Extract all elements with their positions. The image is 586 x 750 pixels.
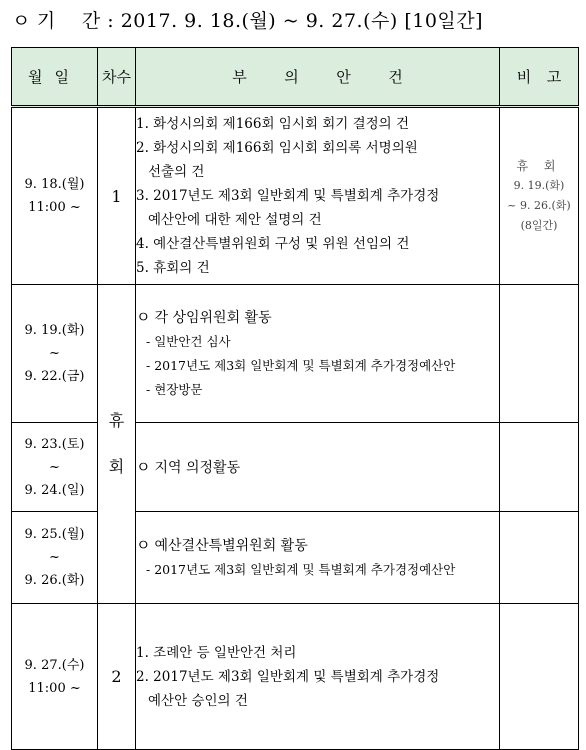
header-agenda (136, 48, 500, 107)
note-line: (8일간) (520, 219, 558, 232)
period-label: 기 간 (36, 10, 101, 32)
header-round: 차수 (98, 48, 136, 107)
agenda-item: 1. 조례안 등 일반안건 처리 (136, 644, 297, 661)
agenda-cell (136, 107, 500, 285)
table-row (12, 512, 579, 604)
activity-bullet: ㅇ (136, 457, 151, 476)
date-line: 9. 26.(화) (24, 573, 85, 588)
activity-bullet: ㅇ (136, 536, 151, 554)
note-cell (500, 423, 579, 512)
activity-sub: - 현장방문 (146, 382, 203, 397)
activity-label: 예산결산특별위원회 활동 (154, 538, 308, 554)
date-line: ~ (49, 346, 60, 361)
table-header-row (12, 48, 579, 107)
table-row (12, 604, 579, 750)
table-row (12, 423, 579, 512)
schedule-table (11, 47, 579, 750)
header-agenda-char: 부 (232, 68, 247, 86)
note-cell (500, 107, 579, 285)
recess-char: 회 (108, 457, 125, 476)
date-cell (12, 107, 98, 285)
agenda-item: 4. 예산결산특별위원회 구성 및 위원 선임의 건 (136, 236, 410, 252)
agenda-item: 3. 2017년도 제3회 일반회계 및 특별회계 추가경정 (136, 188, 440, 204)
table-row (12, 285, 579, 423)
date-cell (12, 285, 98, 423)
period-value: : 2017. 9. 18.(월) ~ 9. 27.(수) [10일간] (107, 10, 484, 32)
note-label: 휴 회 (516, 159, 562, 173)
date-cell (12, 423, 98, 512)
round-cell: 2 (98, 604, 136, 750)
note-cell (500, 604, 579, 750)
agenda-cell (136, 285, 500, 423)
agenda-item: 5. 휴회의 건 (136, 260, 210, 276)
agenda-item-cont: 선출의 건 (148, 164, 205, 180)
note-line: ~ 9. 26.(화) (507, 199, 571, 212)
time-line: 11:00 ~ (28, 200, 81, 215)
activity-title (136, 533, 499, 558)
agenda-cell (136, 512, 500, 604)
header-agenda-char: 안 (336, 68, 351, 86)
header-date (12, 48, 98, 107)
header-agenda-char: 의 (284, 68, 299, 86)
header-note-char: 고 (546, 68, 562, 86)
agenda-item-cont: 예산안에 대한 제안 설명의 건 (148, 212, 322, 228)
recess-char: 휴 (108, 411, 125, 430)
date-cell (12, 512, 98, 604)
date-line: ~ (49, 459, 60, 475)
recess-round-cell (98, 285, 136, 604)
table-row (12, 107, 579, 285)
activity-title (136, 455, 499, 480)
date-line: 9. 23.(토) (24, 436, 85, 452)
agenda-item: 1. 화성시의회 제166회 임시회 회기 결정의 건 (136, 116, 410, 132)
activity-sub: - 2017년도 제3회 일반회계 및 특별회계 추가경정예산안 (146, 358, 456, 373)
header-note (500, 48, 579, 107)
agenda-item: 2. 2017년도 제3회 일반회계 및 특별회계 추가경정 (136, 668, 440, 685)
date-cell (12, 604, 98, 750)
header-note-char: 비 (516, 68, 532, 86)
date-line: 9. 19.(화) (24, 323, 85, 338)
note-cell (500, 285, 579, 423)
activity-bullet: ㅇ (136, 308, 151, 326)
note-line: 9. 19.(화) (513, 179, 565, 192)
date-line: 9. 25.(월) (24, 527, 85, 542)
agenda-item-cont: 예산안 승인의 건 (148, 692, 248, 709)
note-cell (500, 512, 579, 604)
activity-sub: - 일반안건 심사 (146, 334, 231, 349)
agenda-item: 2. 화성시의회 제166회 임시회 회의록 서명의원 (136, 140, 418, 156)
activity-label: 각 상임위원회 활동 (154, 310, 272, 326)
round-cell: 1 (98, 107, 136, 285)
activity-label: 지역 의정활동 (154, 459, 241, 476)
agenda-cell (136, 604, 500, 750)
activity-title (136, 305, 499, 330)
header-date-label: 월일 (28, 68, 81, 86)
date-line: 9. 18.(월) (24, 177, 85, 192)
date-line: 9. 27.(수) (24, 657, 85, 673)
date-line: 9. 22.(금) (24, 369, 85, 384)
activity-sub: - 2017년도 제3회 일반회계 및 특별회계 추가경정예산안 (146, 562, 456, 577)
session-period (12, 6, 483, 33)
header-agenda-char: 건 (388, 68, 403, 86)
date-line: ~ (49, 550, 60, 565)
agenda-cell (136, 423, 500, 512)
period-bullet: ㅇ (12, 10, 31, 32)
date-line: 9. 24.(일) (24, 482, 85, 498)
time-line: 11:00 ~ (28, 680, 81, 696)
